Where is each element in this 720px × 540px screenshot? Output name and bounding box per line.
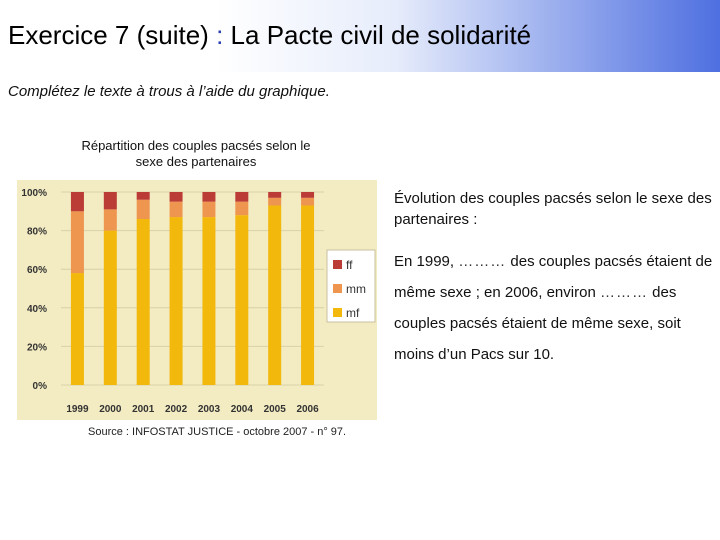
bar-segment-ff (202, 192, 215, 202)
x-tick-label: 2000 (99, 404, 122, 415)
bar-segment-mm (202, 202, 215, 217)
x-tick-label: 2004 (230, 404, 253, 415)
chart-title: Répartition des couples pacsés selon le sexe des partenaires (81, 138, 311, 169)
bar-segment-ff (301, 192, 314, 198)
y-tick-label: 20% (26, 342, 47, 354)
text-part-1: En 1999, (394, 253, 455, 270)
legend-swatch-mf (333, 308, 342, 317)
legend-swatch-ff (333, 260, 342, 269)
stacked-bar-chart (17, 180, 377, 420)
legend-label-mf: mf (346, 306, 360, 320)
title-rest: La Pacte civil de solidarité (230, 20, 532, 50)
blank-2: ……… (599, 284, 648, 301)
bar-segment-mm (104, 209, 117, 230)
text-part-2: des couples pacsés étaient de même sexe ; en 2006, environ (394, 253, 713, 301)
bar-segment-mf (202, 217, 215, 385)
x-tick-label: 2003 (197, 404, 221, 415)
x-tick-label: 2001 (132, 404, 155, 415)
text-part-3: des couples pacsés étaient de même sexe, soit moins d’un Pacs sur 10. (394, 284, 681, 363)
bar-segment-mf (71, 273, 84, 385)
bar-segment-mm (71, 211, 84, 273)
title-separator: : (216, 20, 224, 50)
instruction-text: Complétez le texte à trous à l’aide du graphique. (8, 83, 330, 100)
bar-segment-ff (137, 192, 150, 200)
y-tick-label: 100% (21, 188, 47, 199)
bar-segment-mf (268, 206, 281, 385)
blank-1: ……… (458, 253, 507, 270)
bar-segment-ff (170, 192, 183, 202)
legend-swatch-mm (333, 284, 342, 293)
legend-label-ff: ff (346, 258, 353, 272)
y-tick-label: 0% (32, 381, 47, 392)
bar-segment-mf (170, 217, 183, 385)
bar-segment-mf (235, 215, 248, 385)
source-note: Source : INFOSTAT JUSTICE - octobre 2007 - n° 97. (88, 426, 347, 438)
bar-segment-mf (301, 206, 314, 385)
x-tick-label: 2006 (296, 404, 319, 415)
x-tick-label: 2005 (263, 404, 286, 415)
bar-segment-mm (170, 202, 183, 217)
exercise-heading: Évolution des couples pacsés selon le sexe des partenaires : (394, 190, 712, 228)
chart-panel (17, 180, 377, 420)
title-main: Exercice 7 (suite) (8, 20, 209, 50)
exercise-text (394, 188, 714, 370)
bar-segment-mf (104, 231, 117, 385)
legend-label-mm: mm (346, 282, 366, 296)
y-tick-label: 40% (26, 303, 47, 315)
slide-title (8, 20, 531, 51)
bar-segment-ff (235, 192, 248, 202)
x-tick-label: 1999 (66, 404, 89, 415)
bar-segment-mm (137, 200, 150, 219)
bar-segment-mm (301, 198, 314, 206)
bar-segment-ff (268, 192, 281, 198)
exercise-paragraph (394, 246, 714, 370)
y-tick-label: 60% (26, 265, 47, 277)
bar-segment-ff (104, 192, 117, 209)
y-tick-label: 80% (26, 226, 47, 238)
bar-segment-mm (235, 202, 248, 216)
bar-segment-ff (71, 192, 84, 211)
title-bar (0, 0, 720, 72)
x-tick-label: 2002 (164, 404, 188, 415)
bar-segment-mf (137, 219, 150, 385)
bar-segment-mm (268, 198, 281, 206)
